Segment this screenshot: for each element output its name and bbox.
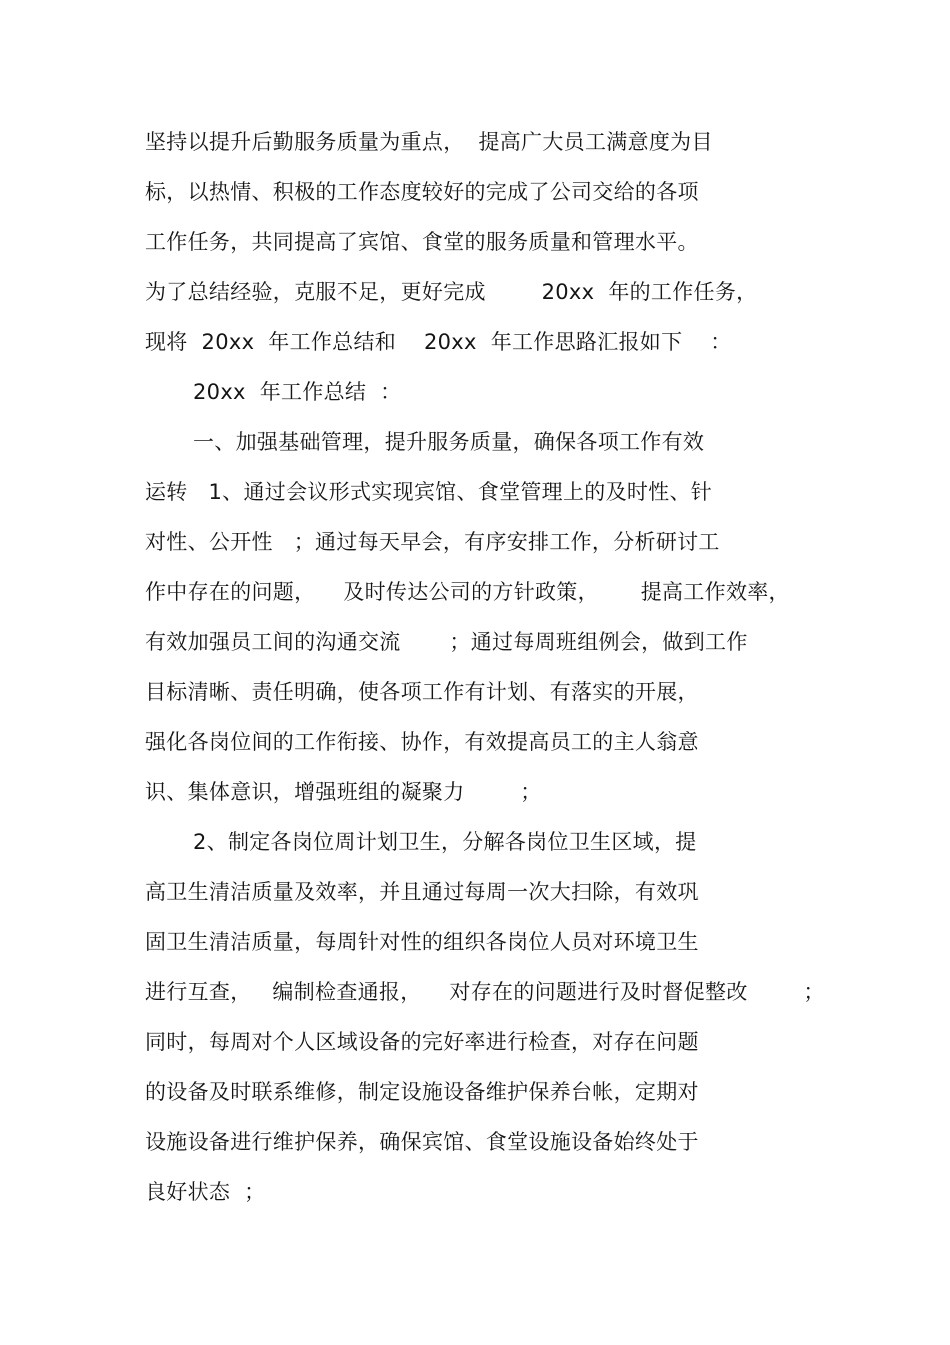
paragraph-start: 2、制定各岗位周计划卫生，分解各岗位卫生区域，提 xyxy=(193,830,697,854)
text-line: 设施设备进行维护保养，确保宾馆、食堂设施设备始终处于 xyxy=(145,1130,699,1154)
text-line: 运转 1、通过会议形式实现宾馆、食堂管理上的及时性、针 xyxy=(145,480,713,504)
text-line: 同时，每周对个人区域设备的完好率进行检查，对存在问题 xyxy=(145,1030,699,1054)
text-line: 固卫生清洁质量，每周针对性的组织各岗位人员对环境卫生 xyxy=(145,930,699,954)
text-line: 高卫生清洁质量及效率，并且通过每周一次大扫除，有效巩 xyxy=(145,880,699,904)
subsection-heading: 一、加强基础管理，提升服务质量，确保各项工作有效 xyxy=(193,430,705,454)
text-line: 工作任务，共同提高了宾馆、食堂的服务质量和管理水平。 xyxy=(145,230,699,254)
text-line: 标，以热情、积极的工作态度较好的完成了公司交给的各项 xyxy=(145,180,699,204)
text-line: 坚持以提升后勤服务质量为重点， 提高广大员工满意度为目 xyxy=(145,130,713,154)
text-line: 作中存在的问题， 及时传达公司的方针政策， 提高工作效率， xyxy=(145,580,790,604)
text-line: 强化各岗位间的工作衔接、协作，有效提高员工的主人翁意 xyxy=(145,730,699,754)
text-line: 良好状态 ； xyxy=(145,1180,266,1204)
text-line: 目标清晰、责任明确，使各项工作有计划、有落实的开展， xyxy=(145,680,699,704)
text-line: 有效加强员工间的沟通交流 ；通过每周班组例会，做到工作 xyxy=(145,630,748,654)
section-heading: 20xx 年工作总结 ： xyxy=(193,380,402,404)
text-line: 进行互查， 编制检查通报， 对存在的问题进行及时督促整改 ； xyxy=(145,980,825,1004)
text-line: 识、集体意识，增强班组的凝聚力 ； xyxy=(145,780,542,804)
text-line: 的设备及时联系维修，制定设施设备维护保养台帐，定期对 xyxy=(145,1080,699,1104)
text-line: 为了总结经验，克服不足，更好完成 20xx 年的工作任务， xyxy=(145,280,758,304)
text-line: 现将 20xx 年工作总结和 20xx 年工作思路汇报如下 ： xyxy=(145,330,732,354)
text-line: 对性、公开性 ；通过每天早会，有序安排工作，分析研讨工 xyxy=(145,530,720,554)
